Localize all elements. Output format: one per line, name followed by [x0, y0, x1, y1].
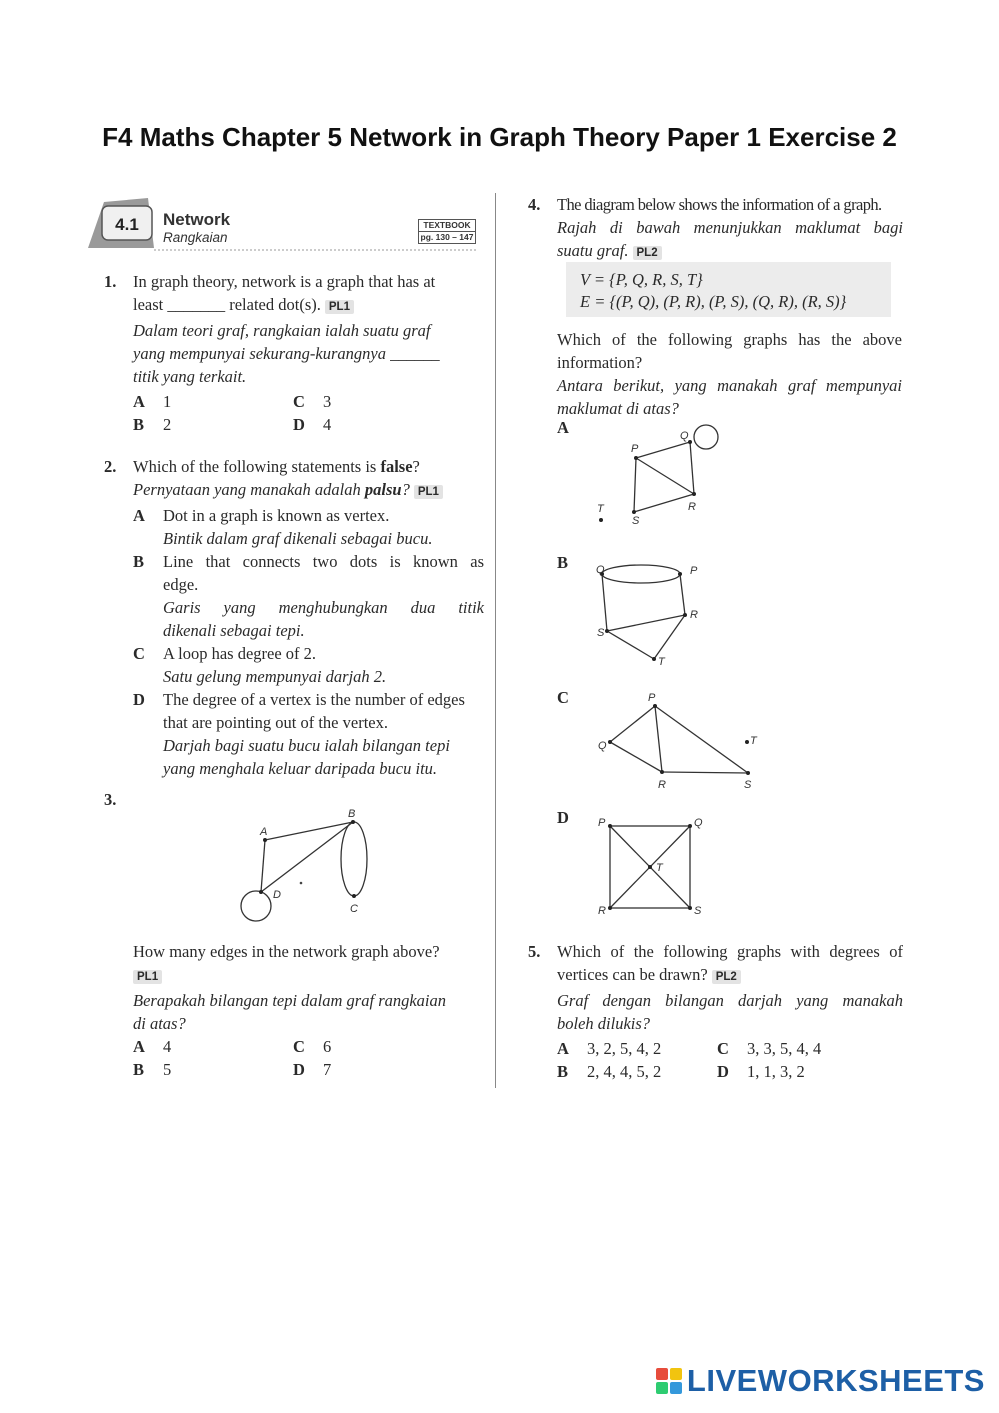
option-c[interactable]: C 3, 3, 5, 4, 4: [717, 1039, 822, 1058]
option-a[interactable]: A 3, 2, 5, 4, 2: [557, 1039, 662, 1058]
liveworksheets-logo: [656, 1363, 985, 1399]
logo-text: LIVEWORKSHEETS: [686, 1363, 985, 1398]
question-1: [104, 270, 484, 436]
question-text-ms: yang mempunyai sekurang-kurangnya ______: [133, 344, 440, 363]
svg-text:R: R: [690, 609, 698, 621]
q4-graph-c[interactable]: [590, 688, 780, 798]
option-d[interactable]: D The degree of a vertex is the number of edges that are pointing out of the vertex. Darjah bagi suatu bucu ialah bilangan tepi yang menghala keluar daripada bucu itu.: [133, 690, 465, 778]
svg-text:T: T: [750, 735, 757, 747]
q4-graph-a[interactable]: [590, 420, 730, 535]
vertex-label-d: D: [273, 889, 281, 901]
section-title: Network: [163, 210, 231, 229]
question-text: least _______ related dot(s).: [133, 295, 321, 314]
svg-text:T: T: [658, 656, 665, 668]
svg-text:Q: Q: [694, 817, 703, 829]
option-a[interactable]: A 1: [133, 392, 172, 411]
svg-text:S: S: [632, 515, 640, 527]
vertex-d: [259, 890, 263, 894]
textbook-pages: pg. 130 – 147: [420, 232, 474, 242]
edge: [261, 822, 353, 892]
question-text-ms: titik yang terkait.: [133, 367, 247, 386]
option-d[interactable]: D 7: [293, 1060, 332, 1079]
option-c[interactable]: C 3: [293, 392, 332, 411]
edge: [265, 822, 353, 840]
question-number: 1.: [104, 272, 117, 291]
logo-square: [656, 1382, 668, 1394]
vertex-label-b: B: [348, 808, 356, 820]
svg-text:P: P: [648, 692, 656, 704]
logo-square: [656, 1368, 668, 1380]
question-text: The diagram below shows the information of a graph.: [557, 195, 882, 214]
option-b[interactable]: B 2: [133, 415, 172, 434]
option-d[interactable]: D: [557, 808, 569, 827]
q4-graph-d[interactable]: [590, 812, 720, 922]
logo-square: [670, 1368, 682, 1380]
option-b[interactable]: B 2, 4, 4, 5, 2: [557, 1062, 662, 1081]
svg-text:Q: Q: [596, 564, 605, 576]
keyword-false: false: [380, 457, 413, 476]
loop: [241, 891, 271, 921]
svg-text:S: S: [694, 905, 702, 917]
section-subtitle: Rangkaian: [163, 230, 228, 245]
svg-text:S: S: [597, 627, 605, 639]
question-4-prompt: Which of the following graphs has the above information? Antara berikut, yang manakah graf mempunyai maklumat di atas?: [557, 330, 902, 418]
svg-text:P: P: [690, 565, 698, 577]
svg-text:T: T: [597, 503, 604, 515]
logo-square: [670, 1382, 682, 1394]
svg-text:R: R: [658, 779, 666, 791]
stray-dot: [300, 882, 303, 885]
svg-text:S: S: [744, 779, 752, 791]
svg-text:P: P: [631, 443, 639, 455]
vertex-set: V = {P, Q, R, S, T}: [580, 270, 703, 289]
option-d[interactable]: D 1, 1, 3, 2: [717, 1062, 805, 1081]
q3-network-graph: [230, 800, 390, 930]
option-b[interactable]: B 5: [133, 1060, 172, 1079]
option-b[interactable]: B: [557, 553, 569, 572]
vertex-c: [352, 894, 356, 898]
edge-set: E = {(P, Q), (P, R), (P, S), (Q, R), (R, S)}: [580, 292, 847, 311]
vertex-label-a: A: [260, 826, 268, 838]
vertex-a: [263, 838, 267, 842]
question-number: 3.: [104, 790, 117, 809]
column-divider: [495, 193, 496, 1088]
pl-badge: PL1: [414, 485, 443, 499]
q4-graph-b[interactable]: [590, 555, 730, 675]
edge-loop-pair: [341, 822, 367, 896]
option-d[interactable]: D 4: [293, 415, 332, 434]
svg-text:T: T: [656, 862, 663, 874]
pl-badge: PL2: [712, 970, 741, 984]
vertex-b: [351, 820, 355, 824]
option-a[interactable]: A Dot in a graph is known as vertex. Bintik dalam graf dikenali sebagai bucu.: [133, 506, 433, 548]
option-c[interactable]: C 6: [293, 1037, 332, 1056]
question-4: 4. The diagram below shows the information of a graph. Rajah di bawah menunjukkan maklumat bagi suatu graf. PL2: [528, 193, 903, 265]
option-b[interactable]: B Line that connects two dots is known as edge. Garis yang menghubungkan dua titik dikenali sebagai tepi.: [133, 552, 484, 640]
edge: [261, 840, 265, 892]
question-2: 2. Which of the following statements is false? Pernyataan yang manakah adalah palsu? PL1 A Dot in a graph is known as vertex. Bintik dalam graf dikenali sebagai bucu. B Line that connects two dots is known as edge. Garis yang menghubungkan dua titik dikenali sebagai tepi. C A loop has degree of 2. Satu gelung mempunyai darjah 2. D The degree of a vertex is the number of edges that are pointing out of the vertex. Darjah bagi suatu bucu ialah bilangan tepi yang menghala keluar daripada bucu itu.: [104, 457, 484, 778]
question-number: 2.: [104, 457, 117, 476]
keyword-palsu: palsu: [364, 480, 402, 499]
option-c[interactable]: C: [557, 688, 569, 707]
question-number: 5.: [528, 942, 541, 961]
section-header: [88, 198, 478, 254]
svg-text:P: P: [598, 817, 606, 829]
vertex-label-c: C: [350, 903, 358, 915]
option-a[interactable]: A: [557, 418, 569, 437]
question-5: 5. Which of the following graphs with degrees of vertices can be drawn? PL2 Graf dengan bilangan darjah yang manakah boleh dilukis? A 3, 2, 5, 4, 2 C 3, 3, 5, 4, 4 B 2, 4, 4, 5, 2 D 1, 1, 3, 2: [528, 942, 903, 1081]
textbook-label: TEXTBOOK: [419, 220, 475, 232]
pl-badge: PL1: [325, 300, 354, 314]
option-a[interactable]: A 4: [133, 1037, 172, 1056]
svg-text:R: R: [688, 501, 696, 513]
section-number: 4.1: [115, 215, 139, 234]
question-number: 4.: [528, 195, 541, 214]
question-text: In graph theory, network is a graph that has at: [133, 272, 436, 291]
question-text-ms: Dalam teori graf, rangkaian ialah suatu graf: [133, 321, 431, 340]
svg-text:Q: Q: [680, 430, 689, 442]
question-3-text: How many edges in the network graph above? PL1 Berapakah bilangan tepi dalam graf rangkaian di atas? A 4 C 6 B 5 D 7: [133, 940, 483, 1081]
logo-mark-icon: [656, 1368, 682, 1394]
pl-badge: PL2: [633, 246, 662, 260]
textbook-badge: [418, 219, 476, 244]
pl-badge: PL1: [133, 970, 162, 984]
svg-text:R: R: [598, 905, 606, 917]
svg-text:Q: Q: [598, 740, 607, 752]
option-c[interactable]: C A loop has degree of 2. Satu gelung mempunyai darjah 2.: [133, 644, 387, 686]
page-title: F4 Maths Chapter 5 Network in Graph Theory Paper 1 Exercise 2: [102, 122, 897, 152]
